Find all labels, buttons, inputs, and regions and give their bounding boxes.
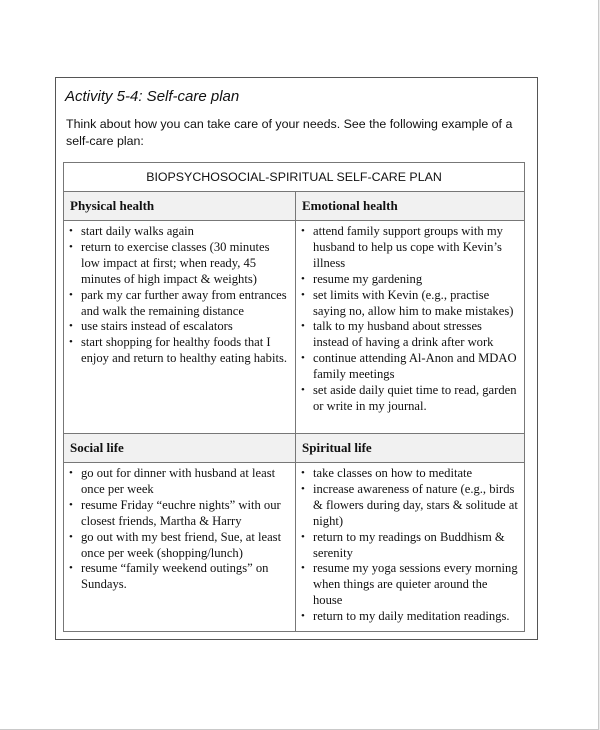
list-item: • resume my gardening (301, 271, 423, 286)
list-item: • go out for dinner with husband at least once per week (69, 466, 276, 496)
bullet-icon: • (301, 272, 305, 285)
bullet-icon: • (301, 225, 305, 237)
list-item: • attend family support groups with my husband to help us cope with Kevin’s illness (301, 224, 503, 270)
social-life-list (64, 463, 295, 599)
self-care-plan-table (63, 162, 525, 632)
emotional-health-heading: Emotional health (296, 192, 525, 221)
plan-title: BIOPSYCHOSOCIAL-SPIRITUAL SELF-CARE PLAN (64, 163, 525, 192)
bullet-icon: • (69, 530, 73, 543)
bullet-icon: • (69, 336, 73, 349)
bullet-icon: • (301, 384, 305, 397)
bullet-icon: • (301, 467, 305, 479)
social-life-heading: Social life (64, 434, 296, 463)
spiritual-life-heading: Spiritual life (296, 434, 525, 463)
bullet-icon: • (301, 562, 305, 575)
list-item: • resume “family weekend outings” on Sundays. (69, 561, 269, 592)
bullet-icon: • (301, 530, 305, 543)
bullet-icon: • (69, 240, 73, 253)
list-item: • increase awareness of nature (e.g., birds & flowers during day, stars & solitude at night) (301, 481, 518, 528)
list-item: • talk to my husband about stresses instead of having a drink after work (301, 319, 494, 350)
emotional-health-list (296, 221, 524, 421)
bullet-icon: • (69, 225, 73, 237)
list-item: • start daily walks again (69, 224, 194, 238)
bullet-icon: • (69, 467, 73, 479)
list-item: • return to exercise classes (30 minutes low impact at first; when ready, 45 minutes of high impact & weights) (69, 239, 270, 286)
list-item: • use stairs instead of escalators (69, 319, 233, 334)
list-item: • set aside daily quiet time to read, garden or write in my journal. (301, 383, 517, 413)
bullet-icon: • (69, 498, 73, 511)
emotional-health-cell (296, 221, 525, 434)
list-item: • go out with my best friend, Sue, at least once per week (shopping/lunch) (69, 529, 282, 560)
bullet-icon: • (301, 288, 305, 301)
bullet-icon: • (69, 562, 73, 575)
physical-health-heading: Physical health (64, 192, 296, 221)
list-item: • set limits with Kevin (e.g., practise saying no, allow him to make mistakes) (301, 287, 514, 318)
spiritual-life-list (296, 463, 524, 631)
list-item: • return to my readings on Buddhism & serenity (301, 529, 505, 560)
bullet-icon: • (301, 610, 305, 623)
bullet-icon: • (69, 288, 73, 301)
list-item: • return to my daily meditation readings. (301, 609, 510, 624)
list-item: • resume my yoga sessions every morning when things are quieter around the house (301, 561, 518, 608)
physical-health-list (64, 221, 295, 373)
list-item: • park my car further away from entrances and walk the remaining distance (69, 287, 287, 318)
social-life-cell (64, 463, 296, 632)
intro-paragraph: Think about how you can take care of your needs. See the following example of a self-care plan: (66, 117, 513, 148)
bullet-icon: • (301, 320, 305, 333)
bullet-icon: • (301, 352, 305, 365)
spiritual-life-cell (296, 463, 525, 632)
bullet-icon: • (301, 482, 305, 495)
bullet-icon: • (69, 320, 73, 333)
activity-title: Activity 5-4: Self-care plan (65, 88, 240, 105)
physical-health-cell (64, 221, 296, 434)
list-item: • start shopping for healthy foods that I enjoy and return to healthy eating habits. (69, 335, 287, 366)
list-item: • continue attending Al-Anon and MDAO family meetings (301, 351, 517, 382)
list-item: • resume Friday “euchre nights” with our closest friends, Martha & Harry (69, 497, 281, 528)
list-item: • take classes on how to meditate (301, 466, 473, 480)
